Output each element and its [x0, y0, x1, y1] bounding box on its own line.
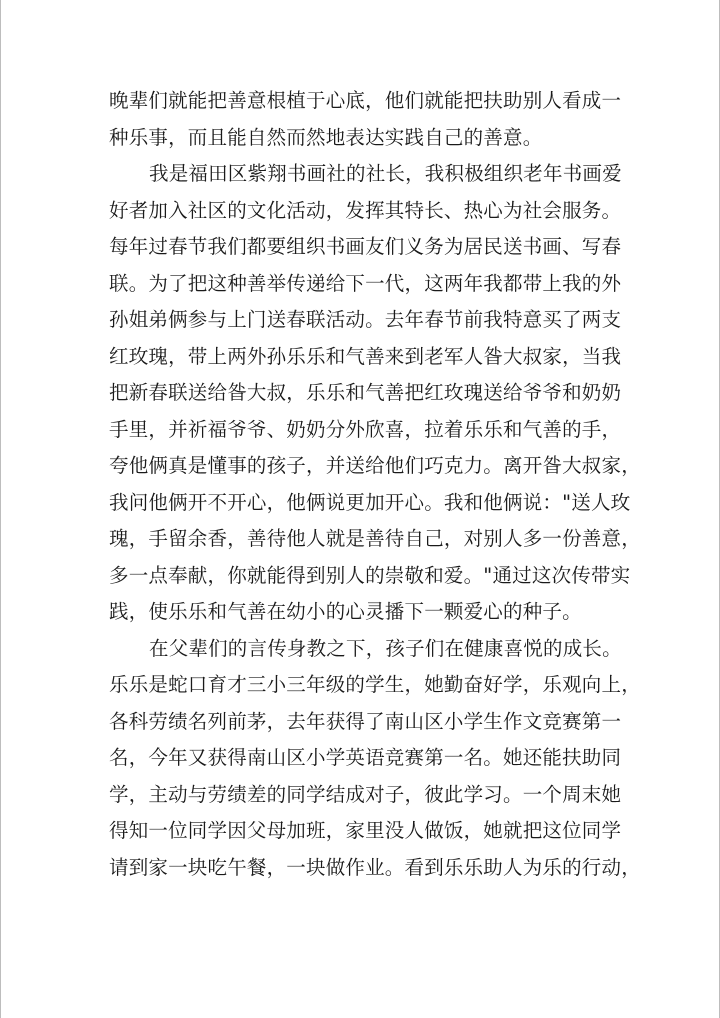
text-line: 得知一位同学因父母加班，家里没人做饭，她就把这位同学	[109, 819, 622, 842]
text-line: 把新春联送给昝大叔，乐乐和气善把红玫瑰送给爷爷和奶奶	[109, 381, 622, 404]
paragraph-first-line: 在父辈们的言传身教之下，孩子们在健康喜悦的成长。	[149, 636, 622, 660]
text-line: 晚辈们就能把善意根植于心底，他们就能把扶助别人看成一	[109, 89, 622, 112]
text-line: 联。为了把这种善举传递给下一代，这两年我都带上我的外	[109, 271, 622, 295]
text-line: 红玫瑰，带上两外孙乐乐和气善来到老军人昝大叔家，当我	[109, 344, 622, 368]
text-line: 践，使乐乐和气善在幼小的心灵播下一颗爱心的种子。	[109, 600, 582, 623]
text-line: 夸他俩真是懂事的孩子，并送给他们巧克力。离开昝大叔家，	[109, 454, 641, 477]
text-line: 好者加入社区的文化活动，发挥其特长、热心为社会服务。	[109, 198, 622, 222]
text-line: 瑰，手留余香，善待他人就是善待自己，对别人多一份善意，	[109, 527, 641, 550]
text-line: 乐乐是蛇口育才三小三年级的学生，她勤奋好学，乐观向上，	[109, 673, 641, 696]
text-line: 名，今年又获得南山区小学英语竞赛第一名。她还能扶助同	[109, 746, 622, 769]
text-line: 请到家一块吃午餐，一块做作业。看到乐乐助人为乐的行动，	[109, 855, 641, 879]
text-line: 每年过春节我们都要组织书画友们义务为居民送书画、写春	[109, 235, 622, 258]
text-line: 种乐事，而且能自然而然地表达实践自己的善意。	[109, 125, 543, 149]
text-line: 各科劳绩名列前茅，去年获得了南山区小学生作文竞赛第一	[109, 709, 622, 733]
text-line: 孙姐弟俩参与上门送春联活动。去年春节前我特意买了两支	[109, 308, 622, 331]
text-line: 我问他俩开不开心，他俩说更加开心。我和他俩说："送人玫	[109, 490, 631, 514]
text-line: 多一点奉献，你就能得到别人的崇敬和爱。"通过这次传带实	[109, 563, 631, 587]
text-line: 手里，并祈福爷爷、奶奶分外欣喜，拉着乐乐和气善的手，	[109, 417, 622, 441]
text-line: 学，主动与劳绩差的同学结成对子，彼此学习。一个周末她	[109, 782, 622, 806]
paragraph-first-line: 我是福田区紫翔书画社的社长，我积极组织老年书画爱	[149, 162, 622, 185]
